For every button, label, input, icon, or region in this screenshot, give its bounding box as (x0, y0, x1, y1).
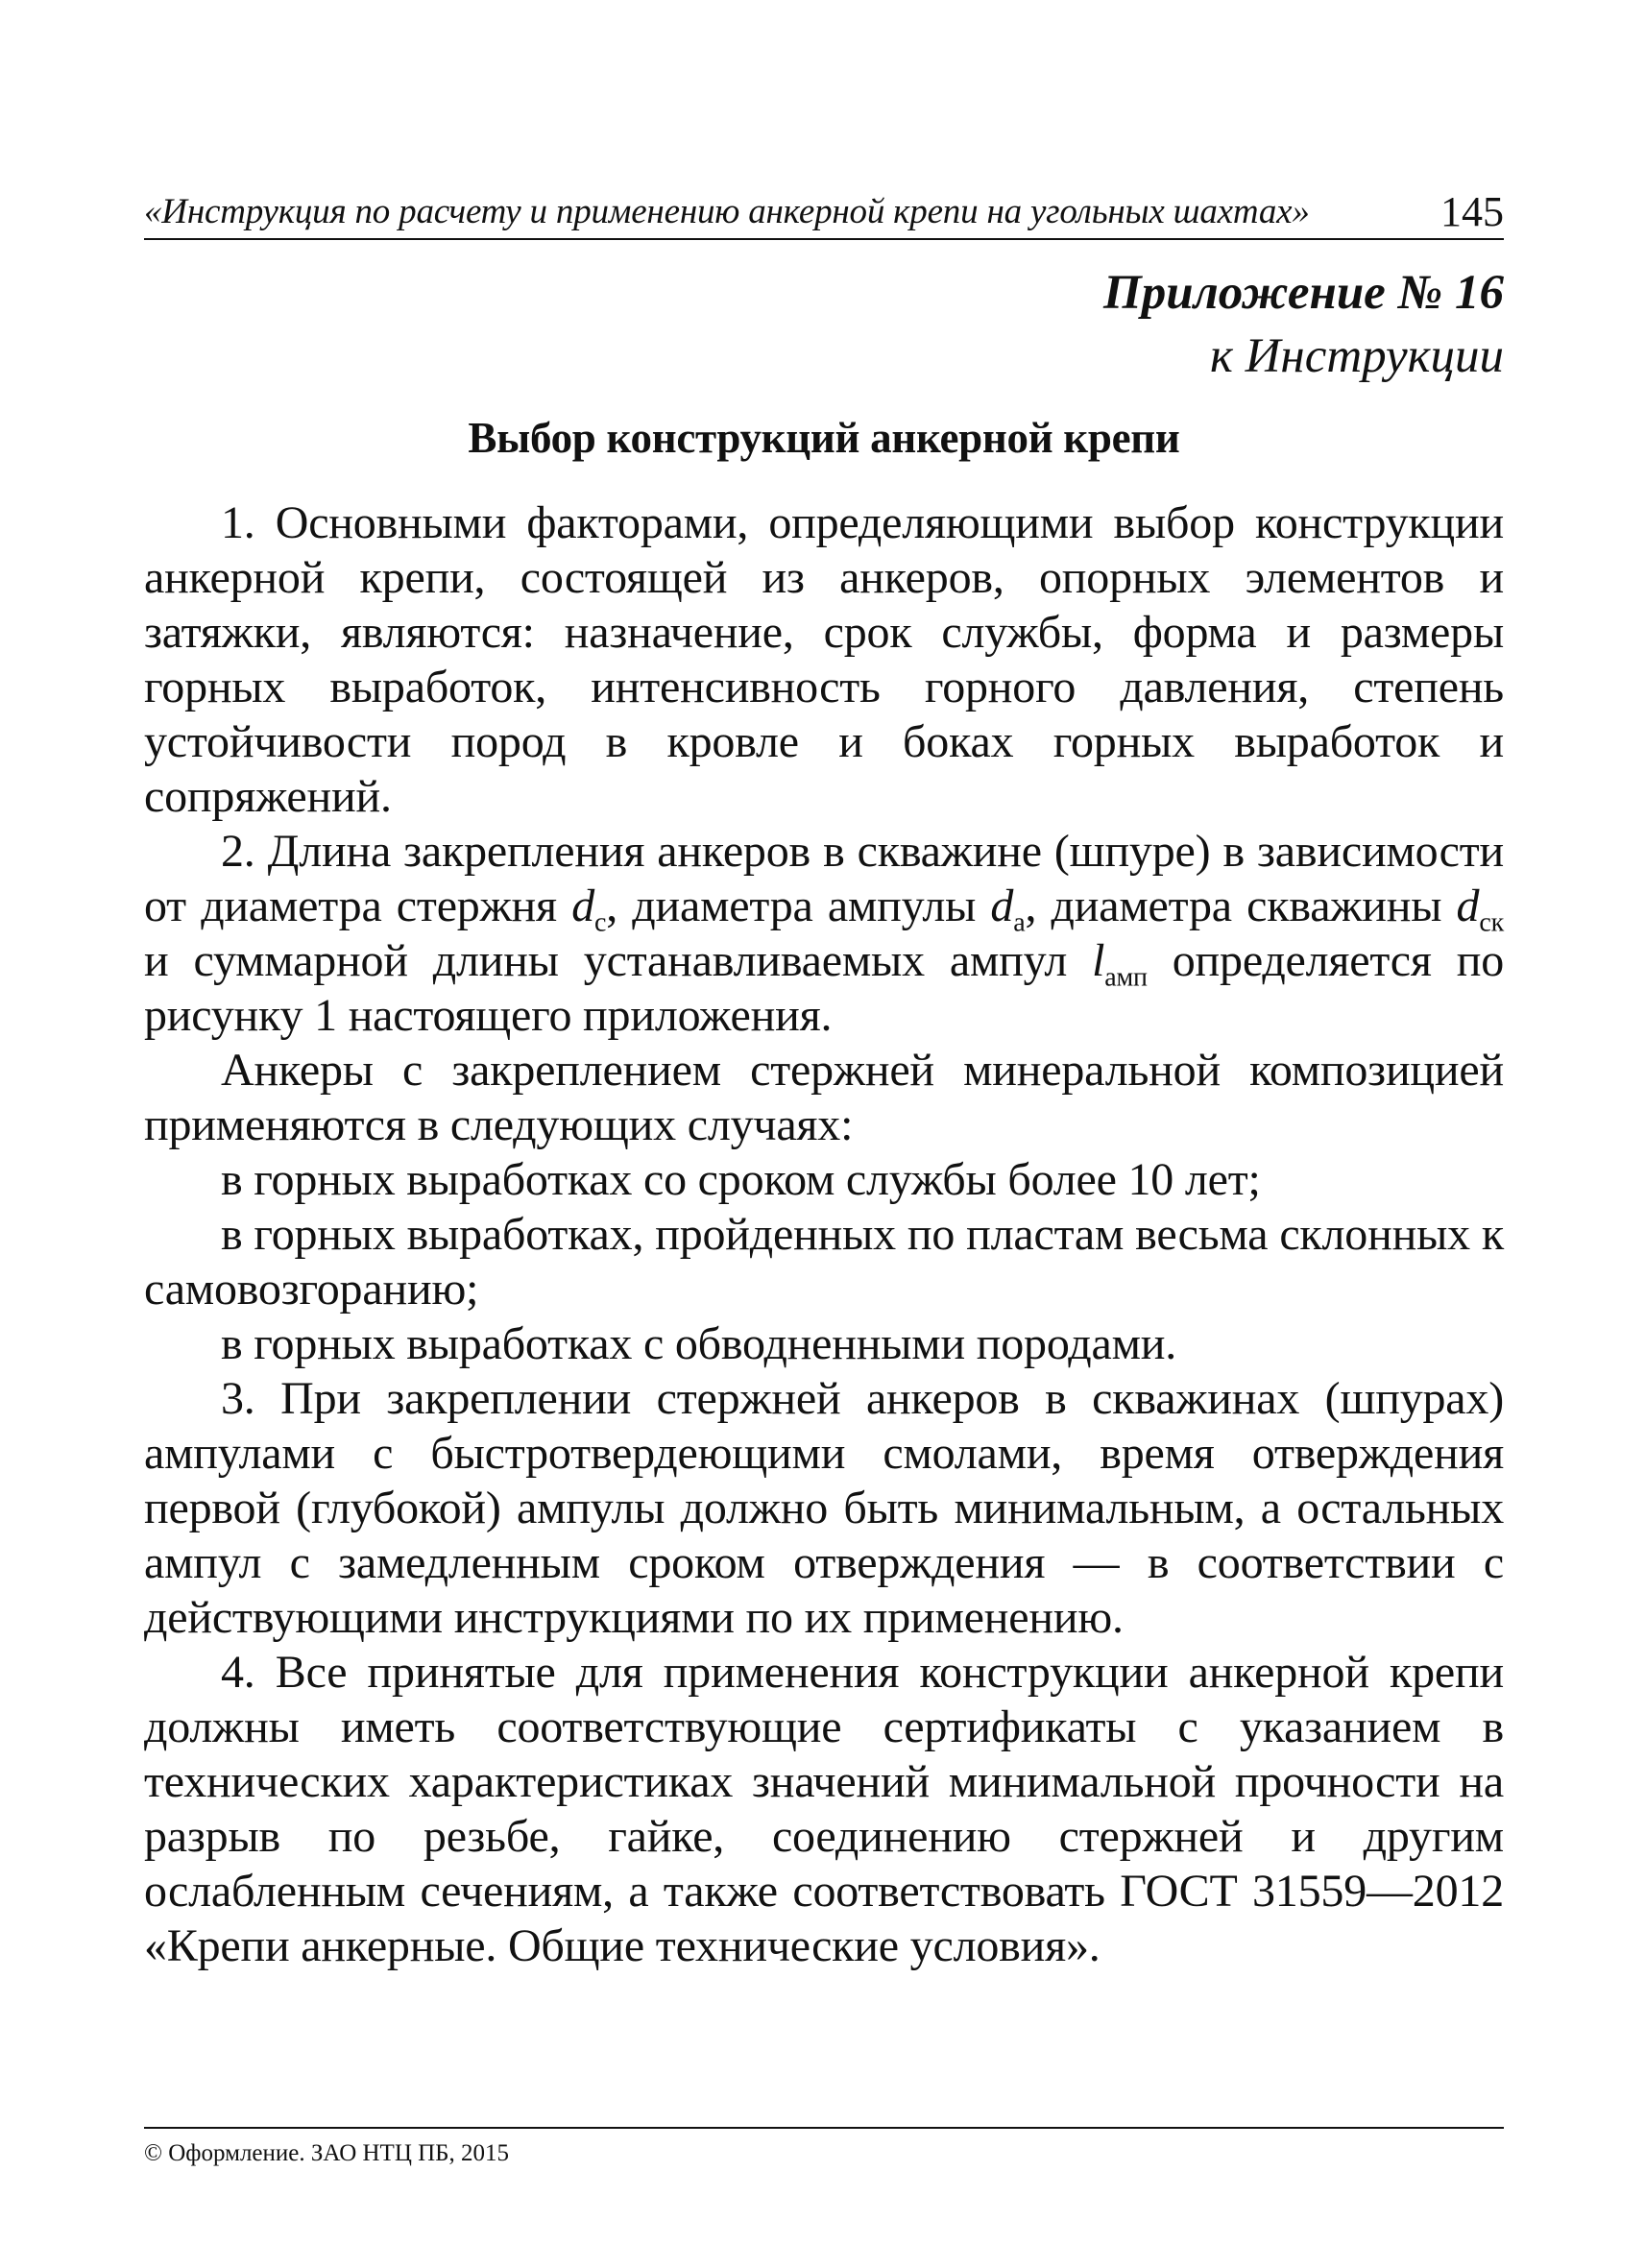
var-d-ck: d (1456, 881, 1480, 931)
running-header (144, 190, 1504, 240)
paragraph-2-text: определяется по рисунку 1 настоящего приложения. (144, 935, 1504, 1041)
appendix-label: Приложение № 16 (1103, 266, 1504, 320)
var-d-a: d (990, 881, 1014, 931)
subscript-a: а (1013, 907, 1026, 938)
body-text (144, 495, 1504, 1973)
list-item-3: в горных выработках с обводненными породами. (221, 1318, 1177, 1369)
paragraph-4: 3. При закреплении стержней анкеров в скважинах (шпурах) ампулами с быстротвердеющими смолами, время отверждения первой (глубокой) ампулы должно быть минимальным, а остальных ампул с замедленным сроком отверждения — в соответствии с действующими инструкциями по их применению. (144, 1373, 1504, 1643)
var-d-c: d (571, 881, 594, 931)
page-number: 145 (1440, 188, 1504, 235)
section-title: Выбор конструкций анкерной крепи (468, 414, 1180, 462)
paragraph-2-text: 2. Длина закрепления анкеров в скважине (шпуре) в зависимости от диаметра стержня (144, 826, 1504, 931)
paragraph-5: 4. Все принятые для применения конструкции анкерной крепи должны иметь соответствующие сертификаты с указанием в технических характеристиках значений минимальной прочности на разрыв по резьбе, гайке, соединению стержней и другим ослабленным сечениям, а также соответствовать ГОСТ 31559—2012 «Крепи анкерные. Общие технические условия». (144, 1647, 1504, 1971)
subscript-c: с (594, 907, 607, 938)
copyright-text: © Оформление. ЗАО НТЦ ПБ, 2015 (144, 2140, 510, 2166)
paragraph-2-text: , диаметра скважины (1025, 881, 1457, 931)
paragraph-2 (144, 824, 1504, 1043)
appendix-heading (1103, 261, 1504, 388)
appendix-reference: к Инструкции (1209, 329, 1504, 383)
var-l-amp: l (1092, 935, 1105, 986)
document-title: «Инструкция по расчету и применению анкерной крепи на угольных шахтах» (144, 192, 1310, 231)
paragraph-1: 1. Основными факторами, определяющими выбор конструкции анкерной крепи, состоящей из анкеров, опорных элементов и затяжки, являются: назначение, срок службы, форма и размеры горных выработок, интенсивность горного давления, степень устойчивости пород в кровле и боках горных выработок и сопряжений. (144, 497, 1504, 822)
subscript-amp: амп (1104, 962, 1148, 993)
subscript-ck: ск (1479, 907, 1504, 938)
footer (144, 2127, 1504, 2167)
paragraph-2-text: , диаметра ампулы (606, 881, 991, 931)
list-item-2: в горных выработках, пройденных по пластам весьма склонных к самовозгоранию; (144, 1209, 1504, 1315)
paragraph-3: Анкеры с закреплением стержней минеральной композицией применяются в следующих случаях: (144, 1045, 1504, 1150)
paragraph-2-text: и суммарной длины устанавливаемых ампул (144, 935, 1093, 986)
list-item-1: в горных выработках со сроком службы более 10 лет; (221, 1154, 1261, 1205)
